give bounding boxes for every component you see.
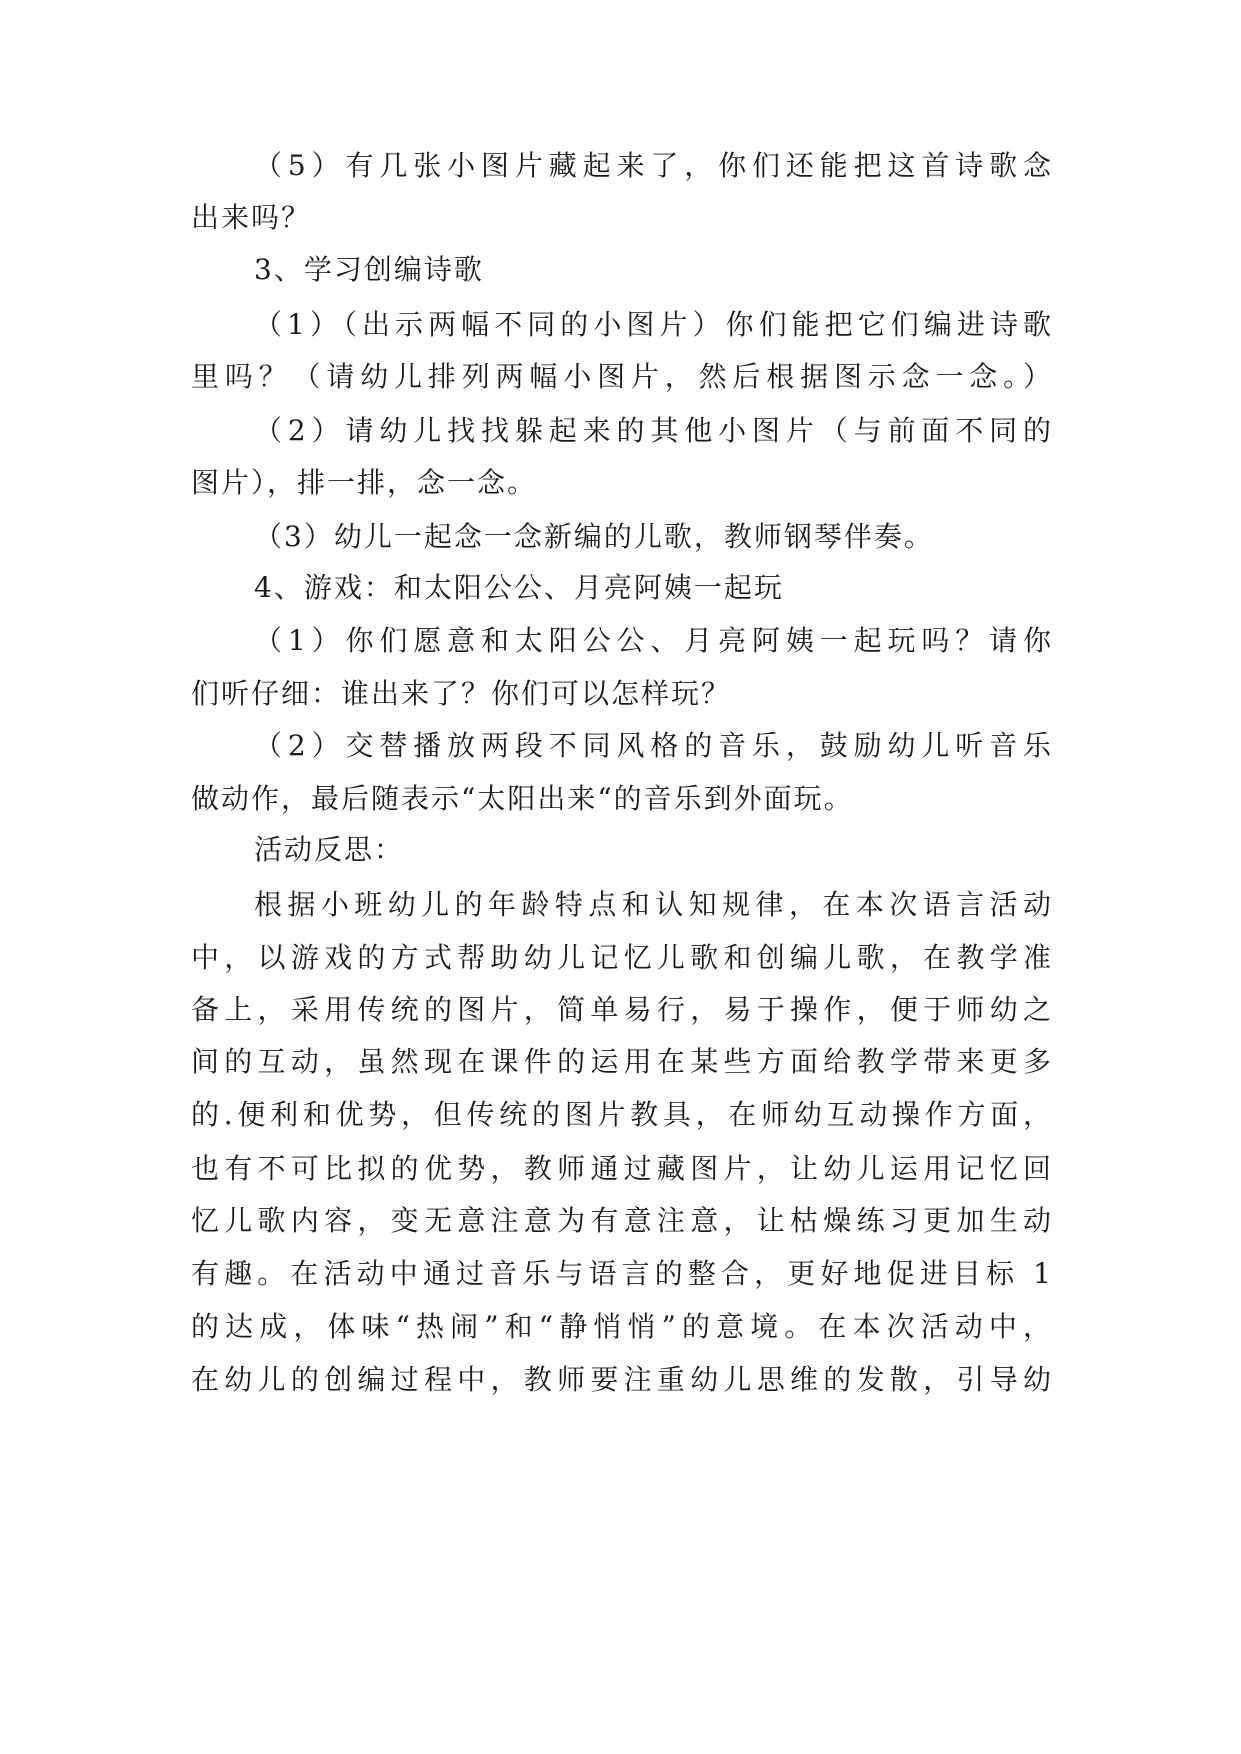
text-line: 也有不可比拟的优势，教师通过藏图片，让幼儿运用记忆回	[191, 1152, 1051, 1185]
text-line: 有趣。在活动中通过音乐与语言的整合，更好地促进目标 1	[191, 1257, 1051, 1290]
text-line: 的.便利和优势，但传统的图片教具，在师幼互动操作方面，	[191, 1098, 1051, 1131]
text-line: 4、游戏：和太阳公公、月亮阿姨一起玩	[254, 571, 784, 604]
text-line: 中，以游戏的方式帮助幼儿记忆儿歌和创编儿歌，在教学准	[191, 941, 1051, 974]
text-line: （1）你们愿意和太阳公公、月亮阿姨一起玩吗？请你	[254, 624, 1051, 657]
text-line: 做动作，最后随表示“太阳出来“的音乐到外面玩。	[191, 782, 854, 815]
text-line: 的达成，体味“热闹”和“静悄悄”的意境。在本次活动中，	[191, 1310, 1051, 1343]
text-line: （5）有几张小图片藏起来了，你们还能把这首诗歌念	[254, 149, 1051, 182]
text-line: 里吗？（请幼儿排列两幅小图片，然后根据图示念一念。）	[191, 360, 1051, 393]
text-line: 间的互动，虽然现在课件的运用在某些方面给教学带来更多	[191, 1045, 1051, 1078]
text-line: 活动反思：	[254, 833, 405, 866]
text-line: （3）幼儿一起念一念新编的儿歌，教师钢琴伴奏。	[254, 520, 934, 553]
text-line: 出来吗？	[191, 201, 312, 234]
text-line: 忆儿歌内容，变无意注意为有意注意，让枯燥练习更加生动	[191, 1204, 1051, 1237]
text-line: 们听仔细：谁出来了？你们可以怎样玩？	[191, 677, 732, 710]
text-line: （1）（出示两幅不同的小图片）你们能把它们编进诗歌	[254, 308, 1051, 341]
text-line: 根据小班幼儿的年龄特点和认知规律，在本次语言活动	[254, 888, 1051, 921]
text-line: 在幼儿的创编过程中，教师要注重幼儿思维的发散，引导幼	[191, 1363, 1051, 1396]
text-line: 备上，采用传统的图片，简单易行，易于操作，便于师幼之	[191, 993, 1051, 1026]
text-line: （2）请幼儿找找躲起来的其他小图片（与前面不同的	[254, 414, 1051, 447]
text-line: 图片），排一排，念一念。	[191, 466, 538, 499]
text-line: 3、学习创编诗歌	[254, 253, 484, 286]
text-line: （2）交替播放两段不同风格的音乐，鼓励幼儿听音乐	[254, 729, 1051, 762]
